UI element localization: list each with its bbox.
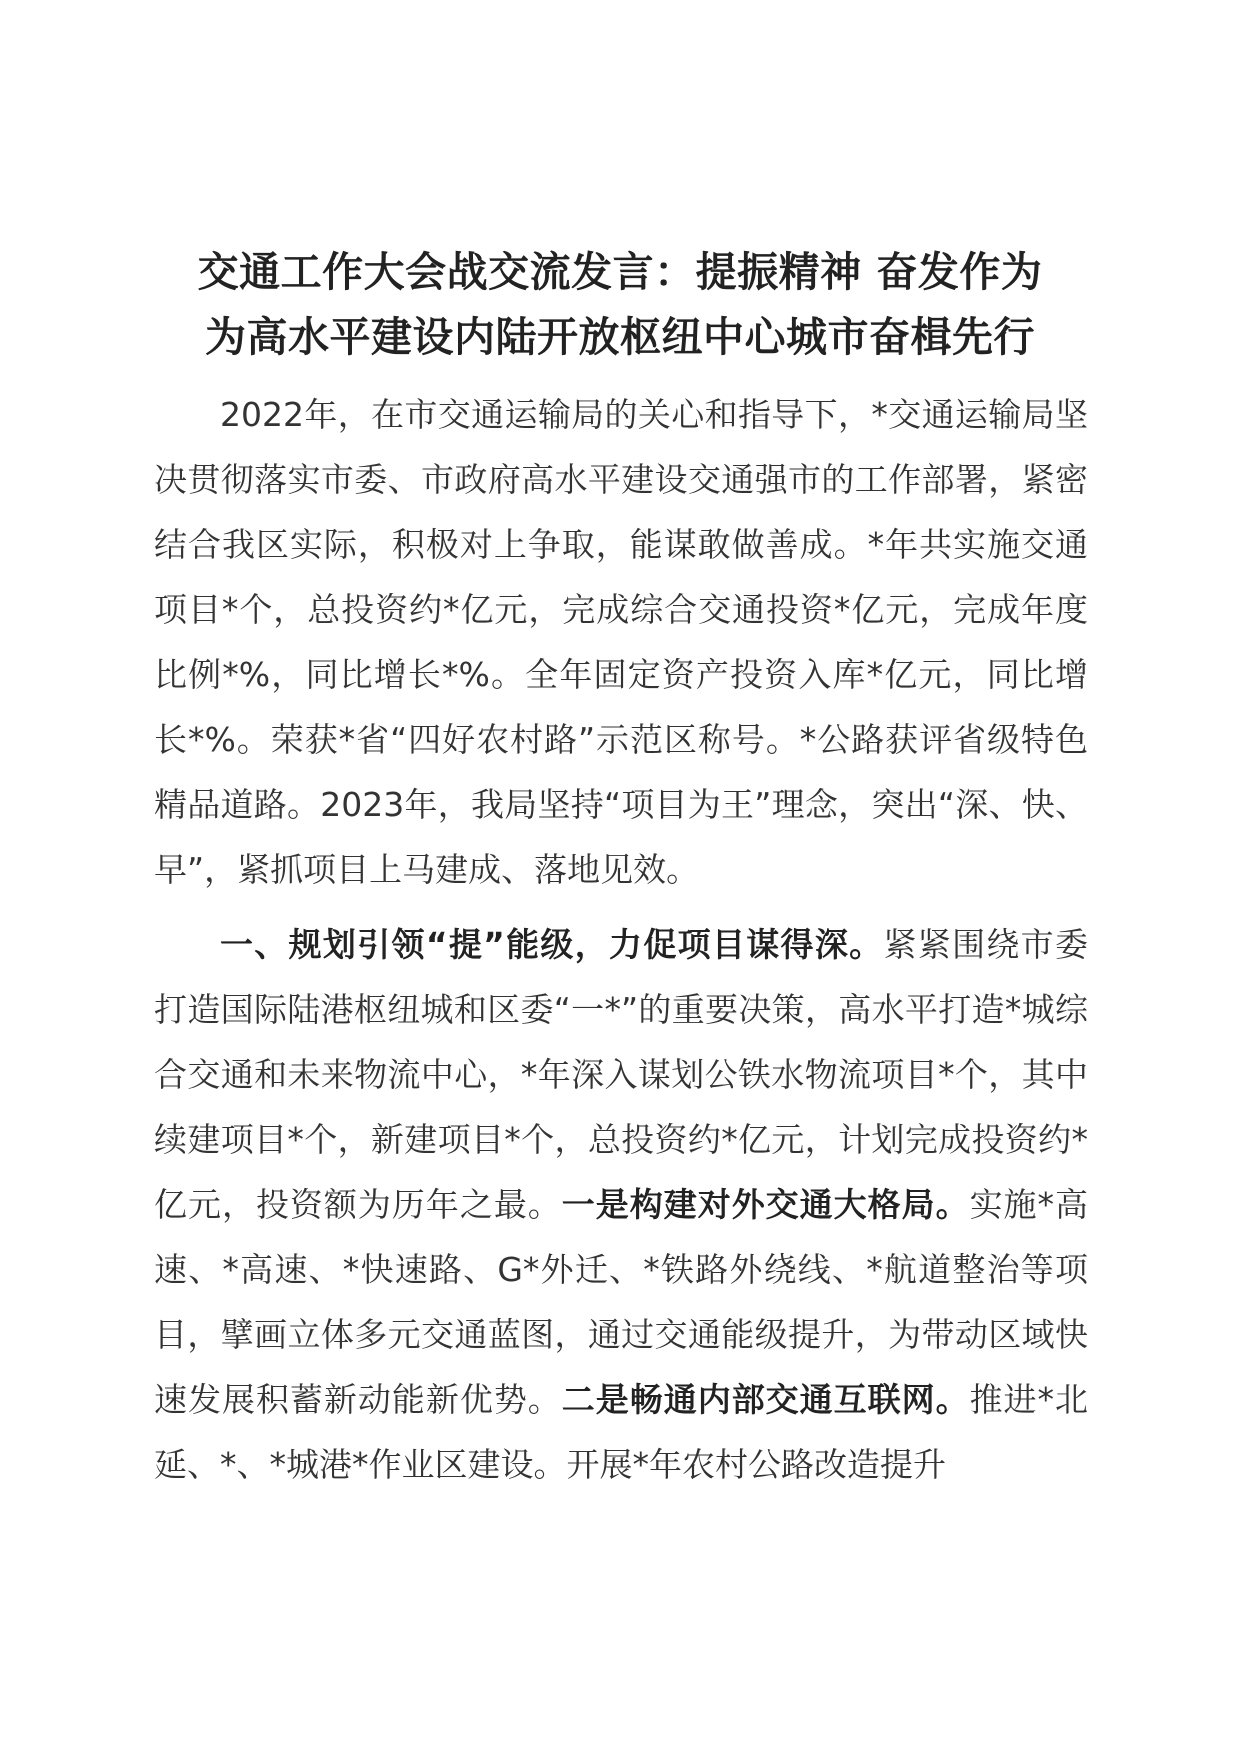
section-one-heading: 一、规划引领“提”能级，力促项目谋得深。 xyxy=(220,925,884,964)
title-line-2: 为高水平建设内陆开放枢纽中心城市奋楫先行 xyxy=(205,313,1035,361)
section-one-text: 紧紧围绕市委打造国际陆港枢纽城和区委“一*”的重要决策，高水平打造*城综合交通和未来物流中心，*年深入谋划公铁水物流项目*个，其中续建项目*个，新建项目*个，总投资约*亿元，计划完成投资约*亿元，投资额为历年之最。 xyxy=(154,925,1088,1224)
paragraph-intro-text: 2022年，在市交通运输局的关心和指导下，*交通运输局坚决贯彻落实市委、市政府高水平建设交通强市的工作部署，紧密结合我区实际，积极对上争取，能谋敢做善成。*年共实施交通项目*个，总投资约*亿元，完成综合交通投资*亿元，完成年度比例*%，同比增长*%。全年固定资产投资入库*亿元，同比增长*%。荣获*省“四好农村路”示范区称号。*公路获评省级特色精品道路。2023年，我局坚持“项目为王”理念，突出“深、快、早”，紧抓项目上马建成、落地见效。 xyxy=(154,395,1088,889)
document-body xyxy=(154,382,1088,1497)
paragraph-intro xyxy=(154,382,1088,902)
point-one-text: 实施*高速、*高速、*快速路、G*外迁、*铁路外绕线、*航道整治等项目，擘画立体多元交通蓝图，通过交通能级提升，为带动区域快速发展积蓄新动能新优势。 xyxy=(154,1185,1089,1419)
document-title xyxy=(150,240,1090,370)
point-two-heading: 二是畅通内部交通互联网。 xyxy=(561,1380,970,1419)
paragraph-section-one xyxy=(154,912,1088,1497)
point-one-heading: 一是构建对外交通大格局。 xyxy=(561,1185,970,1224)
title-line-1: 交通工作大会战交流发言：提振精神 奋发作为 xyxy=(197,248,1043,296)
point-two-text: 推进*北延、*、*城港*作业区建设。开展*年农村公路改造提升 xyxy=(154,1380,1089,1484)
